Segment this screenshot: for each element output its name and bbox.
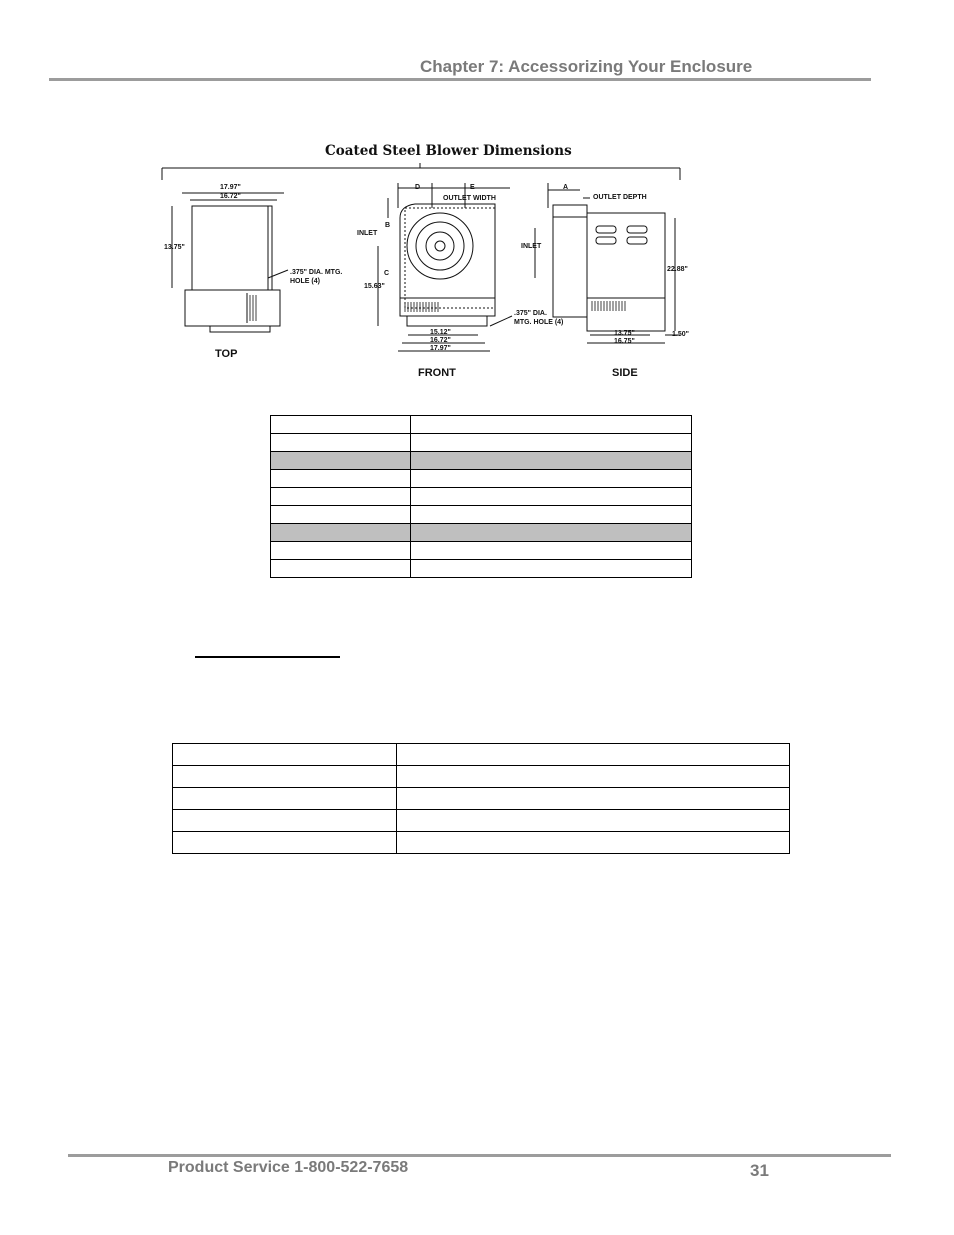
top-hole-label-2: HOLE (4) xyxy=(290,278,320,285)
side-width-2: 16.75" xyxy=(614,338,635,345)
table-row xyxy=(173,766,790,788)
table-cell xyxy=(397,766,790,788)
table-row xyxy=(271,416,692,434)
side-dim-a: A xyxy=(563,184,569,191)
table-cell xyxy=(411,542,692,560)
table-row xyxy=(173,810,790,832)
table-row xyxy=(173,744,790,766)
section-heading-underline xyxy=(195,656,340,658)
blower-spec-table xyxy=(270,415,692,578)
table-cell xyxy=(173,766,397,788)
table-cell xyxy=(411,488,692,506)
blower-dimensions-figure xyxy=(150,138,695,388)
page-number: 31 xyxy=(750,1161,769,1180)
header-rule xyxy=(49,78,871,81)
side-height: 22.88" xyxy=(667,266,688,273)
table-row-shaded xyxy=(271,452,692,470)
table-cell xyxy=(173,788,397,810)
table-cell xyxy=(271,524,411,542)
front-outlet-width: OUTLET WIDTH xyxy=(443,195,496,202)
side-inlet: INLET xyxy=(521,243,542,250)
front-width-3: 17.97" xyxy=(430,345,451,352)
table-cell xyxy=(271,506,411,524)
table-row xyxy=(173,832,790,854)
top-width-overall: 17.97" xyxy=(220,184,241,191)
table-cell xyxy=(411,524,692,542)
figure-title: Coated Steel Blower Dimensions xyxy=(325,143,572,159)
table-row xyxy=(271,560,692,578)
view-label-top: TOP xyxy=(215,348,238,360)
front-hole-label: .375" DIA. xyxy=(514,310,547,317)
table-row xyxy=(271,506,692,524)
top-width-body: 16.72" xyxy=(220,193,241,200)
front-dim-b: B xyxy=(385,222,391,229)
table-cell xyxy=(411,416,692,434)
table-cell xyxy=(271,434,411,452)
table-cell xyxy=(397,810,790,832)
table-cell xyxy=(271,416,411,434)
table-cell xyxy=(411,434,692,452)
front-hole-label-2: MTG. HOLE (4) xyxy=(514,319,564,326)
top-depth: 13.75" xyxy=(164,244,185,251)
table-cell xyxy=(411,452,692,470)
table-row xyxy=(271,488,692,506)
chapter-title: Chapter 7: Accessorizing Your Enclosure xyxy=(420,57,753,76)
side-width-1: 13.75" xyxy=(614,330,635,337)
table-row xyxy=(173,788,790,810)
footer-product-service: Product Service 1-800-522-7658 xyxy=(168,1159,409,1176)
table-cell xyxy=(411,560,692,578)
top-hole-label: .375" DIA. MTG. xyxy=(290,269,343,276)
table-cell xyxy=(173,744,397,766)
table-cell xyxy=(271,488,411,506)
table-cell xyxy=(271,542,411,560)
front-dim-c: C xyxy=(384,270,390,277)
view-label-front: FRONT xyxy=(418,367,456,379)
accessory-table xyxy=(172,743,790,854)
table-cell xyxy=(271,470,411,488)
front-inlet: INLET xyxy=(357,230,378,237)
front-dim-e: E xyxy=(470,184,475,191)
table-cell xyxy=(173,832,397,854)
footer-rule xyxy=(68,1154,891,1157)
table-cell xyxy=(397,832,790,854)
table-cell xyxy=(411,506,692,524)
side-foot: 1.50" xyxy=(672,331,689,338)
view-label-side: SIDE xyxy=(612,367,638,379)
front-height: 15.63" xyxy=(364,283,385,290)
table-row xyxy=(271,542,692,560)
table-cell xyxy=(397,788,790,810)
table-cell xyxy=(411,470,692,488)
front-width-2: 16.72" xyxy=(430,337,451,344)
table-row xyxy=(271,434,692,452)
table-cell xyxy=(397,744,790,766)
front-width-1: 15.12" xyxy=(430,329,451,336)
table-row xyxy=(271,470,692,488)
table-cell xyxy=(271,560,411,578)
side-outlet-depth: OUTLET DEPTH xyxy=(593,194,647,201)
table-cell xyxy=(271,452,411,470)
table-row-shaded xyxy=(271,524,692,542)
table-cell xyxy=(173,810,397,832)
front-dim-d: D xyxy=(415,184,421,191)
